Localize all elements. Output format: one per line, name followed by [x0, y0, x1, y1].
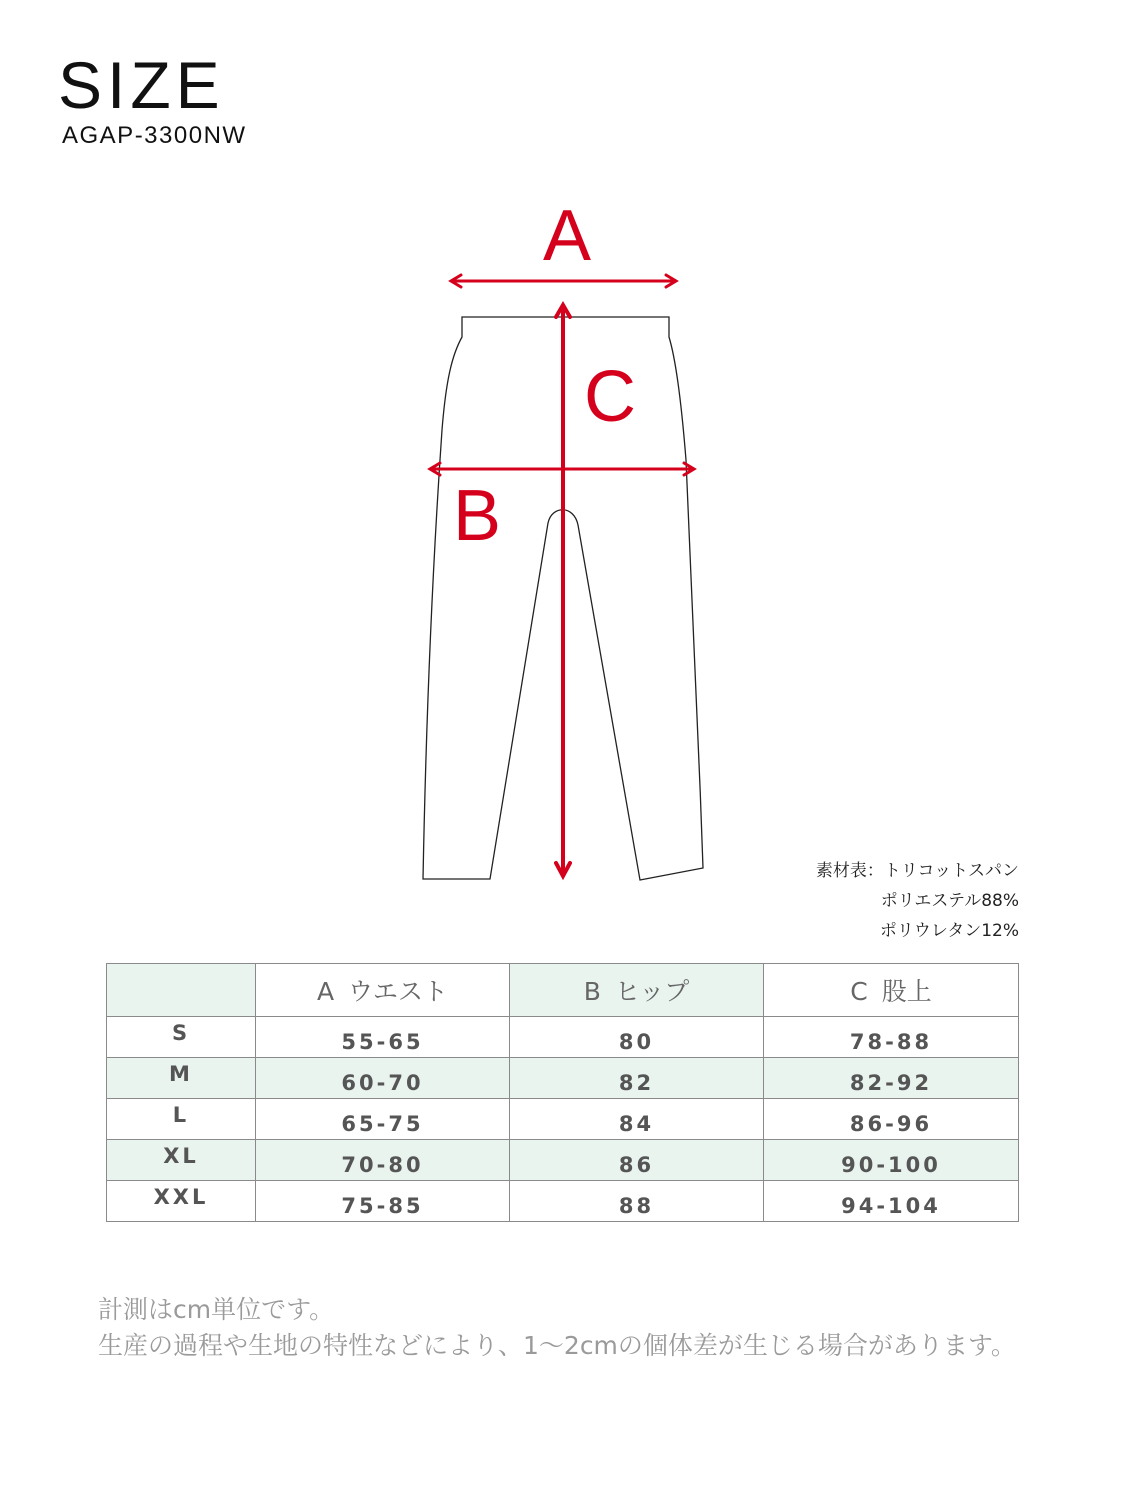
label-a: A: [542, 196, 592, 276]
waist-cell: 55-65: [256, 1017, 510, 1058]
header-hip: B ヒップ: [510, 964, 764, 1017]
header-waist: A ウエスト: [256, 964, 510, 1017]
waist-cell: 75-85: [256, 1181, 510, 1222]
hip-cell: 80: [510, 1017, 764, 1058]
material-info: [816, 856, 1019, 946]
page-title: SIZE: [58, 48, 225, 122]
table-row: [107, 1099, 1019, 1140]
hip-cell: 86: [510, 1140, 764, 1181]
material-line: 素材表：トリコットスパン: [815, 861, 1019, 881]
model-number: AGAP-3300NW: [62, 122, 247, 149]
size-cell: S: [107, 1017, 256, 1058]
hip-cell: 88: [510, 1181, 764, 1222]
label-b: B: [452, 476, 502, 556]
rise-cell: 86-96: [764, 1099, 1019, 1140]
rise-cell: 78-88: [764, 1017, 1019, 1058]
waist-cell: 65-75: [256, 1099, 510, 1140]
rise-cell: 82-92: [764, 1058, 1019, 1099]
header-rise: C 股上: [764, 964, 1019, 1017]
rise-cell: 94-104: [764, 1181, 1019, 1222]
waist-cell: 60-70: [256, 1058, 510, 1099]
note-line: 計測はcm単位です。: [98, 1295, 335, 1324]
material-line: ポリエステル88%: [880, 891, 1019, 911]
note-line: 生産の過程や生地の特性などにより、1〜2cmの個体差が生じる場合があります。: [98, 1331, 1016, 1360]
rise-cell: 90-100: [764, 1140, 1019, 1181]
waist-arrow-icon: [451, 275, 676, 287]
header-empty-cell: [107, 964, 256, 1017]
hip-cell: 84: [510, 1099, 764, 1140]
table-row: [107, 1017, 1019, 1058]
waist-cell: 70-80: [256, 1140, 510, 1181]
material-line: ポリウレタン12%: [879, 921, 1019, 941]
size-cell: L: [107, 1099, 256, 1140]
size-cell: XL: [107, 1140, 256, 1181]
table-row: [107, 1058, 1019, 1099]
table-row: [107, 1181, 1019, 1222]
table-header-row: [107, 964, 1019, 1017]
measurement-notes: [98, 1292, 1016, 1364]
label-c: C: [584, 357, 636, 437]
size-cell: XXL: [107, 1181, 256, 1222]
table-row: [107, 1140, 1019, 1181]
size-cell: M: [107, 1058, 256, 1099]
size-table: [106, 963, 1019, 1222]
hip-cell: 82: [510, 1058, 764, 1099]
